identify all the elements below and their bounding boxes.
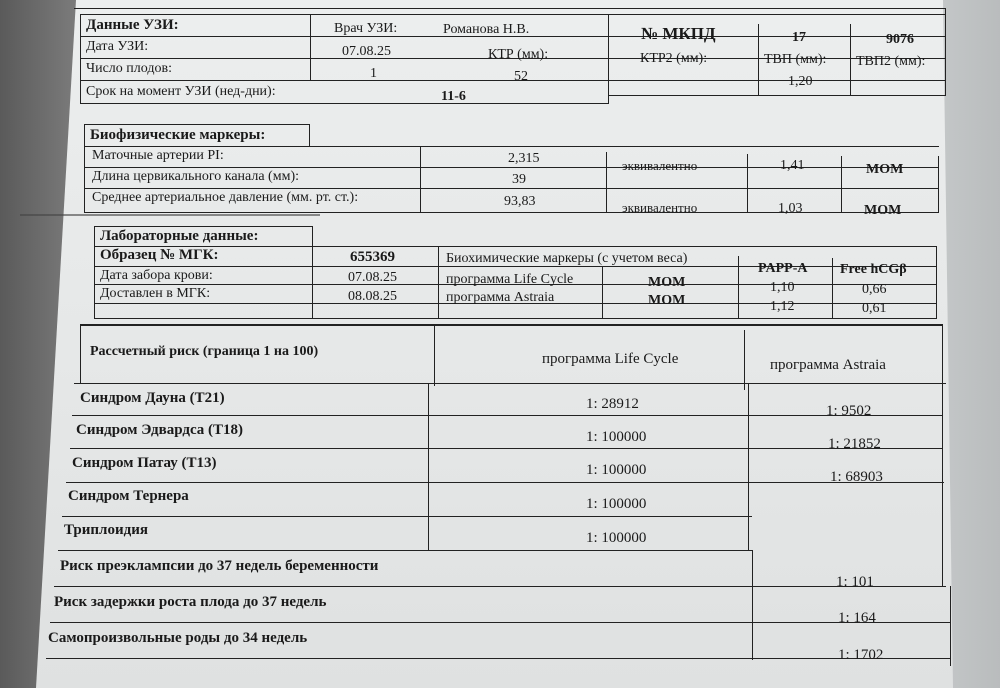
uzi-doctor-label: Врач УЗИ: [334,21,398,36]
biophys-row-1-label: Маточные артерии PI: [92,148,224,163]
prog1-papp: 1,10 [770,280,795,295]
biophys-row-2-value: 39 [512,172,526,187]
risk-preterm-label: Самопроизвольные роды до 34 недель [48,630,308,646]
risk-header: Рассчетный риск (граница 1 на 100) [90,344,319,359]
ktr-label: КТР (мм): [488,47,549,62]
biophys-row-1-value: 2,315 [508,151,540,166]
hcg-label: Free hCGβ [840,262,907,277]
risk-row-t21-as: 1: 9502 [826,403,872,419]
uzi-header: Данные УЗИ: [86,17,179,33]
prog2-papp: 1,12 [770,299,795,314]
uzi-doctor-name: Романова Н.В. [443,22,530,37]
biophys-row-2-label: Длина цервикального канала (мм): [92,169,299,184]
risk-row-t21-label: Синдром Дауна (Т21) [80,390,225,406]
prog2-label: программа Astraia [446,290,555,305]
ktr-value: 52 [514,69,528,84]
uzi-date-label: Дата УЗИ: [86,39,149,54]
risk-row-triploidy-label: Триплоидия [64,522,148,538]
risk-col-life-cycle: программа Life Cycle [542,351,679,367]
prog1-label: программа Life Cycle [446,272,574,287]
sample-label: Образец № МГК: [100,247,219,263]
biophys-row-1-eq-value: 1,41 [780,158,805,173]
prog2-hcg: 0,61 [862,301,887,316]
term-label: Срок на момент УЗИ (нед-дни): [86,84,276,99]
biophys-row-3-unit: МОМ [864,203,902,218]
sample-value: 655369 [350,249,395,265]
fetus-count-label: Число плодов: [86,61,172,76]
risk-row-turner-label: Синдром Тернера [68,488,189,504]
biophys-row-3-eq-label: эквивалентно [622,200,698,215]
tvp-label: ТВП (мм): [764,52,827,67]
blood-date-value: 07.08.25 [348,270,397,285]
prog1-hcg: 0,66 [862,282,887,297]
risk-row-turner-lc: 1: 100000 [586,496,647,512]
ktr2-label: КТР2 (мм): [640,51,708,66]
risk-preeclampsia-value: 1: 101 [836,574,874,590]
lab-header: Лабораторные данные: [100,228,259,244]
papp-label: PAPP-A [758,261,808,276]
mkpd-value-2: 9076 [886,32,914,47]
risk-row-t13-lc: 1: 100000 [586,462,647,478]
risk-row-t18-lc: 1: 100000 [586,429,647,445]
risk-row-t13-as: 1: 68903 [830,469,883,485]
tvp-value: 1,20 [788,74,813,89]
fetus-count-value: 1 [370,66,377,81]
biophys-header: Биофизические маркеры: [90,127,266,143]
delivered-value: 08.08.25 [348,289,397,304]
prog1-unit: МОМ [648,275,686,290]
mkpd-value-1: 17 [792,30,806,45]
delivered-label: Доставлен в МГК: [100,286,211,301]
prog2-unit: МОМ [648,293,686,308]
biophys-row-3-label: Среднее артериальное давление (мм. рт. ст.): [92,190,359,205]
tvp2-label: ТВП2 (мм): [856,54,926,69]
risk-row-t18-label: Синдром Эдвардса (Т18) [76,422,244,438]
biophys-row-3-value: 93,83 [504,194,536,209]
biophys-row-1-eq-label: эквивалентно [622,158,698,173]
term-value: 11-6 [441,89,466,104]
risk-row-t18-as: 1: 21852 [828,436,881,452]
risk-row-triploidy-lc: 1: 100000 [586,530,647,546]
risk-col-astraia: программа Astraia [770,357,886,373]
risk-growth-value: 1: 164 [838,610,876,626]
blood-date-label: Дата забора крови: [100,268,213,283]
uzi-date-value: 07.08.25 [342,44,391,59]
risk-row-t13-label: Синдром Патау (Т13) [72,455,217,471]
biophys-row-3-eq-value: 1,03 [778,201,803,216]
risk-preterm-value: 1: 1702 [838,647,884,663]
risk-growth-label: Риск задержки роста плода до 37 недель [54,594,327,610]
biochem-label: Биохимические маркеры (с учетом веса) [446,251,688,266]
risk-row-t21-lc: 1: 28912 [586,396,639,412]
risk-preeclampsia-label: Риск преэклампсии до 37 недель беременности [60,558,379,574]
mkpd-label: № МКПД [641,24,716,43]
biophys-row-1-unit: МОМ [866,162,904,177]
